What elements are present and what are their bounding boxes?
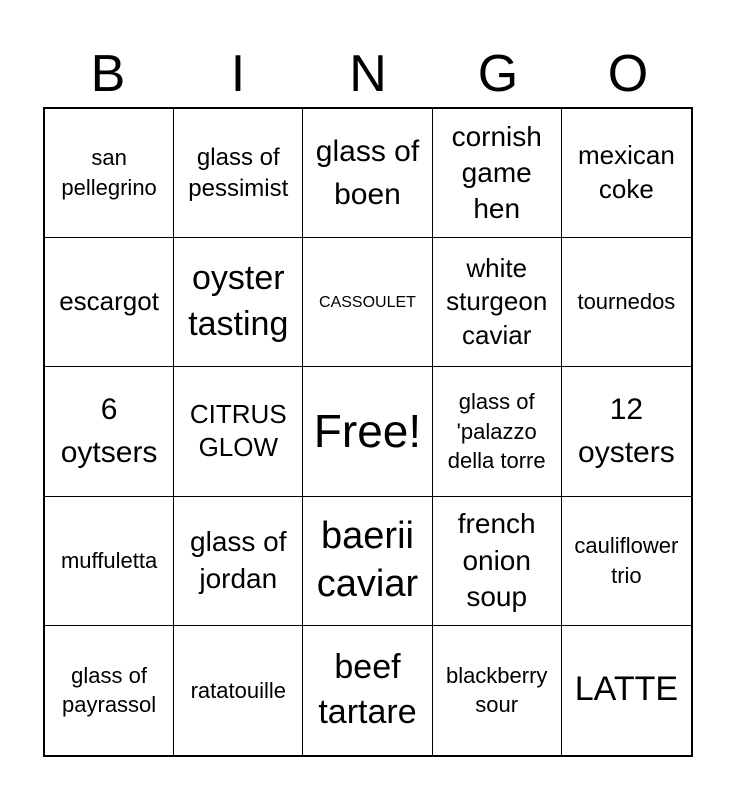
- cell-label: LATTE: [574, 670, 679, 709]
- bingo-cell[interactable]: [562, 367, 691, 496]
- cell-label: cauliflower trio: [574, 533, 679, 588]
- cell-label: glass of 'palazzo della torre: [447, 388, 546, 474]
- cell-label: tournedos: [577, 289, 676, 315]
- cell-label: glass of boen: [315, 134, 420, 212]
- cell-label: 12 oysters: [578, 392, 675, 470]
- header-letter-n: N: [349, 45, 387, 103]
- bingo-cell[interactable]: [433, 367, 562, 496]
- bingo-cell[interactable]: [45, 497, 174, 626]
- cell-label: CITRUS GLOW: [189, 398, 287, 463]
- bingo-cell[interactable]: [433, 497, 562, 626]
- free-space-label: Free!: [313, 405, 422, 458]
- header-letter-b: B: [90, 45, 126, 103]
- bingo-cell[interactable]: [174, 109, 303, 238]
- cell-label: beef tartare: [318, 647, 417, 732]
- bingo-cell[interactable]: [45, 238, 174, 367]
- cell-label: oyster tasting: [188, 259, 289, 344]
- bingo-header: [43, 40, 693, 108]
- bingo-cell[interactable]: [303, 497, 432, 626]
- cell-label: baerii caviar: [316, 515, 419, 605]
- cell-label: glass of pessimist: [188, 143, 289, 203]
- cell-label: french onion soup: [457, 508, 536, 612]
- bingo-cell[interactable]: [433, 238, 562, 367]
- header-letter-o: O: [607, 45, 649, 103]
- cell-label: escargot: [59, 286, 159, 317]
- bingo-cell[interactable]: [303, 109, 432, 238]
- cell-label: glass of jordan: [190, 526, 287, 594]
- bingo-cell[interactable]: [174, 497, 303, 626]
- bingo-cell[interactable]: [174, 367, 303, 496]
- bingo-cell[interactable]: [45, 626, 174, 755]
- bingo-cell[interactable]: [433, 626, 562, 755]
- cell-label: blackberry sour: [445, 662, 548, 718]
- bingo-cell[interactable]: [45, 109, 174, 238]
- cell-label: white sturgeon caviar: [446, 252, 548, 351]
- bingo-cell[interactable]: [174, 238, 303, 367]
- cell-label: san pellegrino: [61, 145, 157, 201]
- cell-label: cornish game hen: [451, 120, 542, 225]
- bingo-cell[interactable]: [303, 238, 432, 367]
- cell-label: 6 oytsers: [60, 392, 158, 470]
- cell-label: muffuletta: [60, 547, 158, 573]
- bingo-cell[interactable]: [45, 367, 174, 496]
- bingo-cell[interactable]: [303, 626, 432, 755]
- bingo-cell[interactable]: [562, 497, 691, 626]
- cell-label: ratatouille: [190, 677, 286, 703]
- bingo-cell[interactable]: [562, 109, 691, 238]
- bingo-cell[interactable]: [562, 626, 691, 755]
- header-letter-i: I: [230, 45, 246, 103]
- bingo-board: [43, 107, 693, 757]
- cell-label: CASSOULET: [319, 293, 416, 311]
- bingo-cell[interactable]: [562, 238, 691, 367]
- header-letter-g: G: [477, 45, 519, 103]
- bingo-cell[interactable]: [433, 109, 562, 238]
- cell-label: mexican coke: [577, 140, 675, 205]
- cell-label: glass of payrassol: [62, 662, 157, 718]
- bingo-cell[interactable]: [174, 626, 303, 755]
- free-space-cell[interactable]: [303, 367, 432, 496]
